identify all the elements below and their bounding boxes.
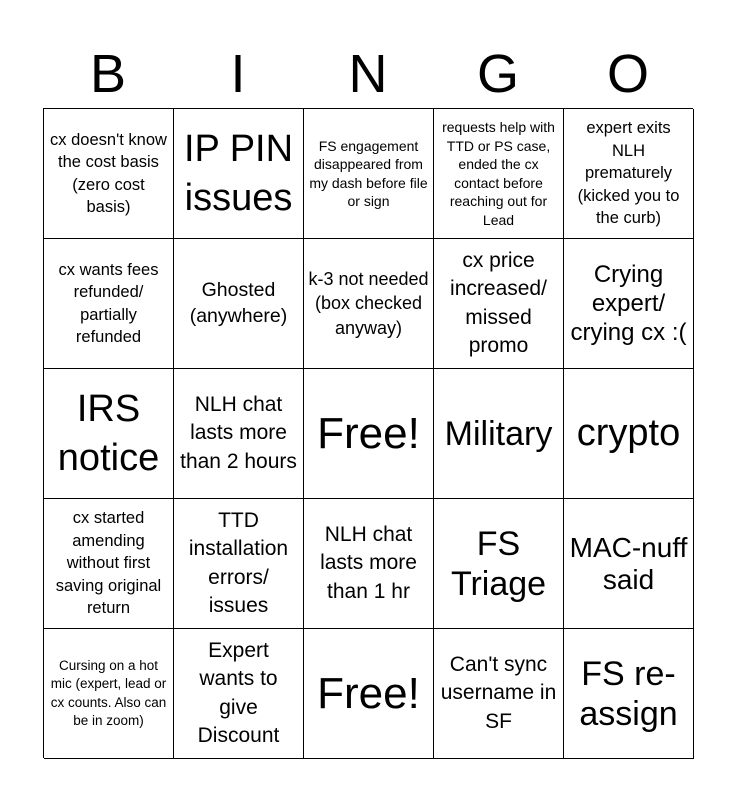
bingo-cell[interactable] xyxy=(434,109,564,239)
bingo-cell[interactable] xyxy=(434,369,564,499)
bingo-cell-text: Crying expert/ crying cx :( xyxy=(570,261,687,346)
bingo-cell[interactable] xyxy=(44,499,174,629)
bingo-cell-text: expert exits NLH prematurely (kicked you to the curb) xyxy=(577,119,680,228)
bingo-cell-text: NLH chat lasts more than 2 hours xyxy=(180,392,297,473)
bingo-cell[interactable] xyxy=(434,629,564,759)
bingo-cell-text: Cursing on a hot mic (expert, lead or cx counts. Also can be in zoom) xyxy=(50,657,167,728)
bingo-cell-text: crypto xyxy=(576,412,681,454)
bingo-cell-text: cx started amending without first saving original return xyxy=(55,509,162,618)
bingo-cell[interactable] xyxy=(44,629,174,759)
bingo-cell[interactable] xyxy=(304,109,434,239)
bingo-cell-text: requests help with TTD or PS case, ended the cx contact before reaching out for Lead xyxy=(442,119,555,228)
header-letter-i: I xyxy=(230,44,246,104)
bingo-cell-text: Military xyxy=(444,414,553,453)
bingo-cell[interactable] xyxy=(174,109,304,239)
bingo-cell[interactable] xyxy=(564,499,694,629)
bingo-cell[interactable] xyxy=(434,499,564,629)
bingo-cell[interactable] xyxy=(564,629,694,759)
bingo-cell-text: cx doesn't know the cost basis (zero cost basis) xyxy=(50,130,167,216)
bingo-cell-text: IP PIN issues xyxy=(183,127,294,219)
bingo-cell-text: cx price increased/ missed promo xyxy=(450,248,547,357)
bingo-cell-text: TTD installation errors/ issues xyxy=(188,508,289,617)
bingo-cell-text: Ghosted (anywhere) xyxy=(189,279,288,327)
bingo-cell-text: k-3 not needed (box checked anyway) xyxy=(308,268,429,338)
bingo-cell-text: Free! xyxy=(317,668,420,718)
header-letter-g: G xyxy=(476,44,519,104)
bingo-cell[interactable] xyxy=(174,499,304,629)
header-letter-n: N xyxy=(348,44,388,104)
free-space[interactable] xyxy=(304,369,434,499)
bingo-cell-text: FS Triage xyxy=(450,524,547,603)
bingo-header xyxy=(43,40,693,108)
header-letter-o: O xyxy=(606,44,649,104)
bingo-grid xyxy=(43,108,693,758)
bingo-cell-text: cx wants fees refunded/ partially refunded xyxy=(58,260,159,346)
bingo-cell[interactable] xyxy=(304,499,434,629)
bingo-cell-text: FS re-assign xyxy=(579,654,678,733)
bingo-cell-text: IRS notice xyxy=(57,387,160,479)
bingo-cell-text: FS engagement disappeared from my dash before file or sign xyxy=(309,137,428,209)
free-space[interactable] xyxy=(304,629,434,759)
bingo-cell[interactable] xyxy=(174,629,304,759)
bingo-cell[interactable] xyxy=(564,239,694,369)
bingo-cell-text: Expert wants to give Discount xyxy=(197,638,280,747)
bingo-cell[interactable] xyxy=(434,239,564,369)
bingo-cell[interactable] xyxy=(304,239,434,369)
bingo-cell[interactable] xyxy=(174,239,304,369)
bingo-cell-text: Can't sync username in SF xyxy=(440,652,557,733)
bingo-cell-text: NLH chat lasts more than 1 hr xyxy=(320,522,417,603)
bingo-cell[interactable] xyxy=(44,369,174,499)
bingo-cell-text: Free! xyxy=(317,408,420,458)
bingo-cell-text: MAC-nuff said xyxy=(569,531,688,595)
header-letter-b: B xyxy=(89,44,127,104)
bingo-cell[interactable] xyxy=(564,109,694,239)
bingo-cell[interactable] xyxy=(44,109,174,239)
bingo-cell[interactable] xyxy=(564,369,694,499)
bingo-cell[interactable] xyxy=(174,369,304,499)
bingo-cell[interactable] xyxy=(44,239,174,369)
